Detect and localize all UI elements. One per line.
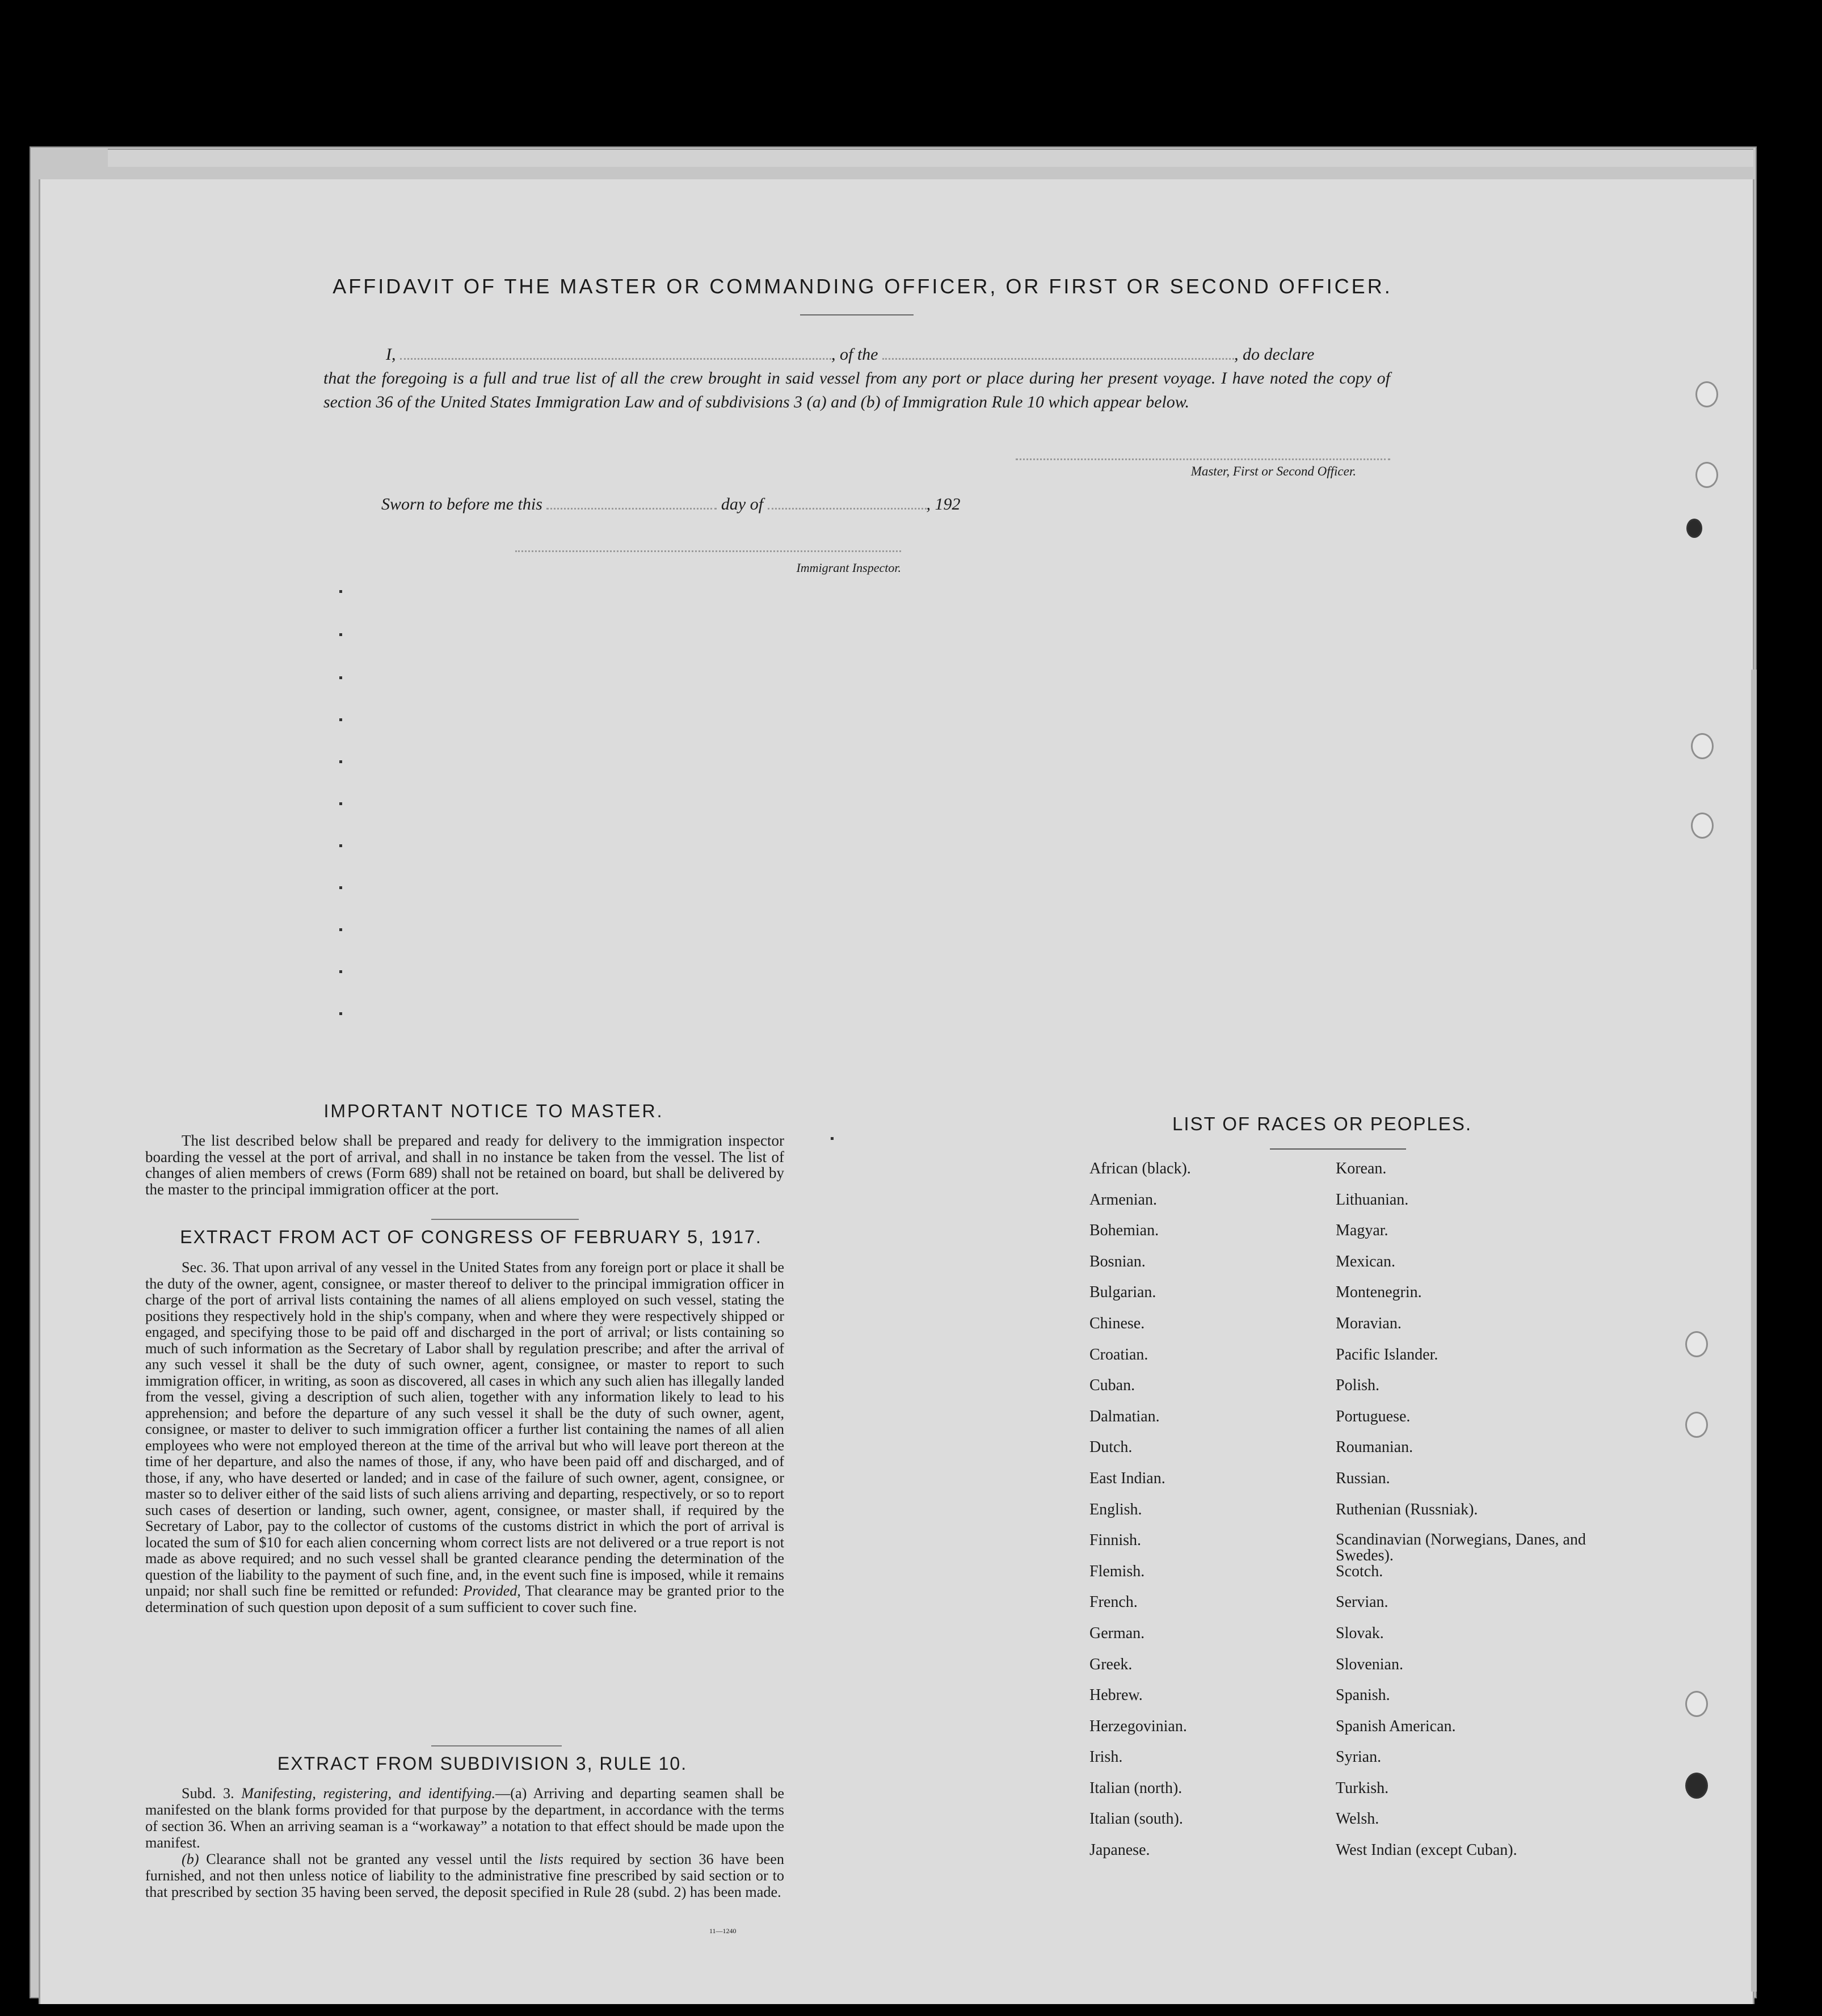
race-item: African (black).	[1089, 1160, 1191, 1177]
rule-para-a	[145, 1785, 784, 1851]
margin-mark	[339, 844, 342, 847]
race-item: Italian (south).	[1089, 1810, 1183, 1828]
race-item: Korean.	[1336, 1160, 1387, 1177]
race-item: Armenian.	[1089, 1190, 1157, 1209]
race-item: Spanish.	[1336, 1686, 1390, 1704]
punch-hole-icon	[1695, 381, 1718, 407]
title-underline	[800, 314, 914, 315]
race-item: Turkish.	[1336, 1779, 1389, 1797]
race-item: German.	[1089, 1624, 1145, 1642]
para-b-end: required by section 36 have been furnished, and not then unless notice of liability to the administrative fine prescribed by said section or to that prescribed by section 35 having been served, the deposit specified in Rule 28 (subd. 2) has been made.	[145, 1851, 785, 1900]
race-item: Bulgarian.	[1089, 1283, 1156, 1302]
margin-mark	[339, 970, 342, 973]
form-number: 11—1240	[709, 1927, 737, 1935]
race-item: Hebrew.	[1089, 1686, 1143, 1704]
race-item: West Indian (except Cuban).	[1336, 1841, 1517, 1859]
officer-name-field[interactable]	[400, 358, 831, 360]
race-item: Japanese.	[1089, 1841, 1150, 1859]
race-item: French.	[1089, 1593, 1138, 1611]
races-title: LIST OF RACES OR PEOPLES.	[1172, 1113, 1472, 1134]
para-b-start: Clearance shall not be granted any vessel until the	[206, 1851, 532, 1867]
affidavit-body	[323, 343, 1390, 414]
race-item: Cuban.	[1089, 1377, 1135, 1395]
inspector-label: Immigrant Inspector.	[796, 561, 901, 575]
race-item: Italian (north).	[1089, 1779, 1183, 1797]
margin-mark	[831, 1137, 834, 1140]
race-item: Polish.	[1336, 1377, 1380, 1395]
margin-mark	[339, 1012, 342, 1015]
race-item: Bosnian.	[1089, 1252, 1146, 1270]
race-item: Scandinavian (Norwegians, Danes, and Swedes).	[1336, 1531, 1586, 1565]
race-item: Magyar.	[1336, 1222, 1388, 1240]
section-label: Sec. 36.	[182, 1259, 229, 1276]
subd-heading: Manifesting, registering, and identifying.	[241, 1785, 496, 1802]
punch-hole-icon	[1691, 733, 1714, 759]
races-column-2	[1336, 1160, 1619, 1873]
margin-mark	[339, 633, 342, 636]
races-title-underline	[1270, 1148, 1406, 1150]
signature-label: Master, First or Second Officer.	[1190, 464, 1356, 478]
race-item: Syrian.	[1336, 1748, 1382, 1766]
race-item: Herzegovinian.	[1089, 1717, 1187, 1735]
race-item: Mexican.	[1336, 1252, 1395, 1270]
race-item: Pacific Islander.	[1336, 1345, 1438, 1363]
para-b-lists: lists	[539, 1851, 563, 1867]
sworn-line	[381, 495, 1062, 514]
race-item: Welsh.	[1336, 1810, 1379, 1828]
race-item: Slovak.	[1336, 1624, 1384, 1642]
race-item: Moravian.	[1336, 1314, 1402, 1332]
punch-hole-icon	[1685, 1412, 1708, 1438]
race-item: Greek.	[1089, 1655, 1133, 1673]
race-item: Ruthenian (Russniak).	[1336, 1500, 1478, 1518]
rule-title: EXTRACT FROM SUBDIVISION 3, RULE 10.	[277, 1753, 688, 1774]
rule-body	[145, 1785, 784, 1900]
race-item: Roumanian.	[1336, 1438, 1413, 1457]
section-divider	[431, 1219, 579, 1220]
race-item: Finnish.	[1089, 1531, 1142, 1550]
punch-hole-icon	[1695, 462, 1718, 488]
punch-hole-icon	[1685, 1331, 1708, 1357]
sworn-month-field[interactable]	[768, 508, 927, 510]
sworn-prefix: Sworn to before me this	[381, 495, 542, 514]
provided-label: Provided,	[463, 1583, 521, 1599]
margin-mark	[339, 928, 342, 931]
race-item: Spanish American.	[1336, 1717, 1456, 1735]
race-item: Montenegrin.	[1336, 1283, 1422, 1302]
margin-mark	[339, 886, 342, 889]
race-item: English.	[1089, 1500, 1142, 1518]
margin-mark	[339, 590, 342, 593]
race-item: Irish.	[1089, 1748, 1123, 1766]
act-text-end: That clearance may be granted prior to the determination of such question upon deposit of a sum sufficient to cover such fine.	[145, 1583, 785, 1615]
subd-label: Subd. 3.	[182, 1785, 234, 1802]
race-item: Scotch.	[1336, 1562, 1383, 1580]
act-title: EXTRACT FROM ACT OF CONGRESS OF FEBRUARY 5, 1917.	[180, 1227, 762, 1247]
day-of-label: day of	[721, 495, 764, 514]
declaration-line	[323, 343, 1390, 367]
race-item: Dalmatian.	[1089, 1407, 1160, 1425]
notice-body: The list described below shall be prepared and ready for delivery to the immigration inspector boarding the vessel at the port of arrival, and shall in no instance be taken from the vessel. The list of changes of alien members of crews (Form 689) shall not be retained on board, but shall be delivered by the master to the principal immigration officer at the port.	[145, 1132, 784, 1198]
margin-mark	[339, 802, 342, 805]
punch-hole-icon	[1685, 1773, 1708, 1799]
race-item: Slovenian.	[1336, 1655, 1403, 1673]
race-item: Portuguese.	[1336, 1407, 1411, 1425]
act-body	[145, 1260, 784, 1615]
act-text: That upon arrival of any vessel in the United States from any foreign port or place it shall be the duty of the owner, agent, consignee, or master thereof to deliver to the principal immigration officer in charge of the port of arrival lists containing the names of all aliens employed on such vessel, stating the positions they respectively hold in the ship's company, when and where they were respectively shipped or engaged, and specifying those to be paid off and discharged in the port of arrival; or lists containing so much of such information as the Secretary of Labor shall by regulation prescribe; and after the arrival of any such vessel it shall be the duty of such owner, agent, consignee, or master to report to such immigration officer, in writing, as soon as discovered, all cases in which any such alien has illegally landed from the vessel, giving a description of such alien, together with any information likely to lead to his apprehension; and before the departure of any such vessel it shall be the duty of such owner, agent, consignee, or master to deliver to such immigration officer a further list containing the names of all alien employees who were not employed thereon at the time of the arrival but who will leave port thereon at the time of her departure, and also the names of those, if any, who have been paid off and discharged, and of those, if any, who have deserted or landed; and in case of the failure of such owner, agent, consignee, or master so to deliver either of the said lists of such aliens arriving and departing, respectively, or so to report such cases of desertion or landing, such owner, agent, consignee, or master shall, if required by the Secretary of Labor, pay to the collector of customs of the customs district in which the port of arrival is located the sum of $10 for each alien concerning whom correct lists are not delivered or a true report is not made as above required; and no such vessel shall be granted clearance pending the determination of the question of the liability to the payment of such fine, and, in the event such fine is imposed, while it remains unpaid; nor shall such fine be remitted or refunded:	[145, 1259, 785, 1599]
race-item: East Indian.	[1089, 1469, 1165, 1487]
margin-mark	[339, 676, 342, 679]
rule-para-b	[145, 1851, 784, 1900]
vessel-name-field[interactable]	[882, 358, 1234, 360]
sworn-day-field[interactable]	[546, 508, 717, 510]
do-declare-label: , do declare	[1234, 345, 1315, 364]
punch-hole-icon	[1686, 519, 1702, 538]
back-sheet-edge	[108, 149, 1753, 167]
section-divider	[431, 1745, 562, 1746]
inspector-signature-field[interactable]	[515, 550, 901, 552]
year-label: , 192	[926, 495, 961, 514]
notice-title: IMPORTANT NOTICE TO MASTER.	[323, 1101, 664, 1121]
margin-mark	[339, 718, 342, 721]
race-item: Russian.	[1336, 1469, 1390, 1487]
affidavit-title: AFFIDAVIT OF THE MASTER OR COMMANDING OFFICER, OR FIRST OR SECOND OFFICER.	[333, 275, 1392, 298]
i-prefix: I,	[386, 345, 396, 364]
of-the-label: , of the	[831, 345, 878, 364]
affidavit-statement: that the foregoing is a full and true list of all the crew brought in said vessel from any port or place during her present voyage. I have noted the copy of section 36 of the United States Immigration Law and of subdivisions 3 (a) and (b) of Immigration Rule 10 which appear below.	[323, 369, 1390, 411]
race-item: Bohemian.	[1089, 1222, 1159, 1240]
race-item: Chinese.	[1089, 1314, 1145, 1332]
punch-hole-icon	[1691, 813, 1714, 839]
margin-mark	[339, 760, 342, 763]
race-item: Flemish.	[1089, 1562, 1145, 1580]
para-b-label: (b)	[182, 1851, 199, 1867]
page-edge-shadow	[1751, 670, 1757, 1992]
races-column-1	[1089, 1160, 1328, 1873]
signature-field[interactable]	[1016, 458, 1390, 460]
punch-hole-icon	[1685, 1691, 1708, 1717]
race-item: Dutch.	[1089, 1438, 1133, 1457]
race-item: Croatian.	[1089, 1345, 1148, 1363]
para-a-text: —(a) Arriving and departing seamen shall be manifested on the blank forms provided for that purpose by the department, in accordance with the terms of section 36. When an arriving seaman is a “workaway” a notation to that effect should be made upon the manifest.	[145, 1785, 784, 1851]
race-item: Servian.	[1336, 1593, 1388, 1611]
race-item: Lithuanian.	[1336, 1190, 1409, 1209]
